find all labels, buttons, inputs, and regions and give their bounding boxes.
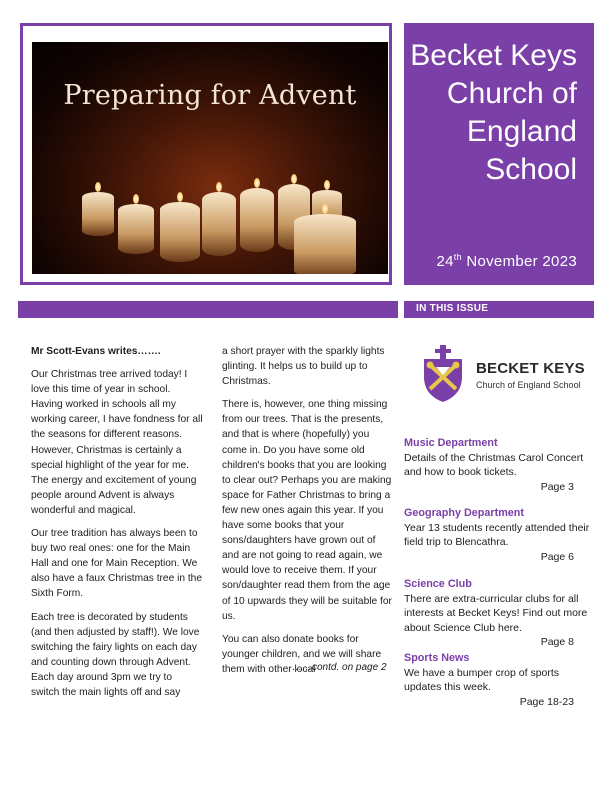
toc-item-science[interactable]	[404, 577, 594, 650]
section-divider	[18, 301, 398, 318]
toc-description: We have a bumper crop of sports updates this week.	[404, 666, 560, 693]
article-paragraph: Our tree tradition has always been to buy two real ones: one for the Main Hall and one for Main Reception. We also have a faux Christmas tree in the Sixth Form.	[31, 528, 203, 600]
logo-name: BECKET KEYS	[476, 360, 585, 377]
article-paragraph: You can also donate books for younger children, and we will share them with other local	[222, 633, 382, 675]
toc-heading[interactable]: Music Department	[404, 437, 498, 449]
toc-page: Page 3	[540, 480, 574, 493]
school-name: Becket Keys Church of England School	[410, 39, 577, 186]
toc-heading[interactable]: Sports News	[404, 652, 470, 664]
toc-page: Page 8	[540, 636, 574, 648]
logo-subtitle: Church of England School	[476, 380, 581, 390]
date-suffix: th	[453, 252, 462, 262]
school-logo	[418, 345, 588, 405]
toc-description: Year 13 students recently attended their field trip to Blencathra.	[404, 521, 590, 548]
hero-frame	[20, 23, 392, 285]
article-column-2	[222, 344, 392, 685]
toc-item-sports[interactable]	[404, 651, 594, 709]
crest-icon	[418, 345, 468, 403]
article-paragraph: Each tree is decorated by students (and then adjusted by staff!). We love switching the fairy lights on each day and counting down through Advent. Each day around 3pm we try to switch the main lights off and say	[31, 611, 200, 698]
date-day: 24	[436, 253, 454, 270]
masthead-panel	[404, 23, 594, 285]
article-paragraph: a short prayer with the sparkly lights glinting. It helps us to build up to Christmas.	[222, 346, 385, 388]
article-column-1	[31, 344, 203, 708]
hero-title: Preparing for Advent	[63, 80, 357, 111]
issue-date	[436, 252, 577, 270]
toc-item-music[interactable]	[404, 436, 594, 494]
toc-page: Page 18-23	[519, 695, 574, 708]
article-paragraph: There is, however, one thing missing from our trees. That is the presents, and that is where (hopefully) you come in. Do you have some old children's books that you are looking to clear out? Perhaps you are making space for Father Christmas to bring a few new ones again this year. If you have some books that your sons/daughters have grown out of and are not going to read again, we would love to receive them. If your son/daughter read them from the age of 10 upwards they will be suitable for us.	[222, 399, 392, 622]
continued-note: ……contd. on page 2	[292, 662, 387, 673]
article-byline: Mr Scott-Evans writes…….	[31, 346, 161, 357]
toc-description: Details of the Christmas Carol Concert and how to book tickets.	[404, 451, 584, 478]
toc-item-geography[interactable]	[404, 506, 594, 564]
advent-candles-image	[32, 42, 388, 274]
toc-heading[interactable]: Geography Department	[404, 507, 524, 519]
date-rest: November 2023	[466, 253, 577, 270]
toc-heading[interactable]: Science Club	[404, 578, 472, 590]
toc-page: Page 6	[540, 550, 574, 563]
article-paragraph: Our Christmas tree arrived today! I love this time of year in school. Having worked in schools all my working career, I have fondness for all the seasons for different reasons. However, Christmas is certainly a special highlight of the year for me. The energy and excitement of young people around Advent is always wonderful and magical.	[31, 369, 203, 516]
toc-description: There are extra-curricular clubs for all interests at Becket Keys! Find out more about Science Club here.	[404, 592, 588, 634]
in-this-issue-label: IN THIS ISSUE	[416, 303, 489, 314]
